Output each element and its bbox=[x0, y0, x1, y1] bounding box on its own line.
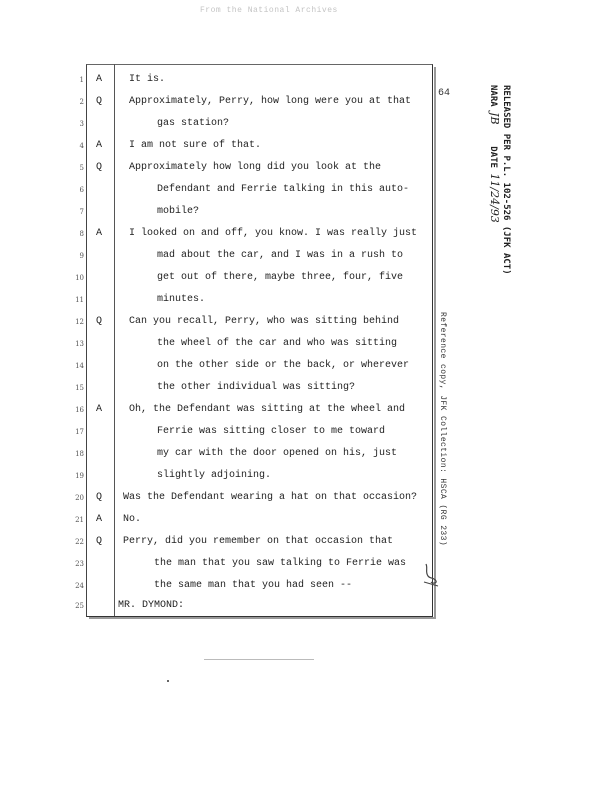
line-number: 16 bbox=[75, 406, 84, 414]
speaker: Q bbox=[96, 96, 103, 107]
line-text: Perry, did you remember on that occasion that bbox=[123, 536, 394, 547]
speaker: A bbox=[96, 74, 103, 85]
line-text: I looked on and off, you know. I was really just bbox=[129, 228, 418, 239]
line-text: the same man that you had seen -- bbox=[154, 580, 353, 591]
line-number: 1 bbox=[79, 76, 84, 84]
page-number: 64 bbox=[438, 88, 451, 99]
handwritten-mark-icon bbox=[422, 562, 442, 588]
line-number: 21 bbox=[75, 516, 84, 524]
line-number: 25 bbox=[75, 602, 84, 610]
bottom-mark bbox=[167, 680, 169, 682]
line-number: 13 bbox=[75, 340, 84, 348]
line-text: the wheel of the car and who was sitting bbox=[157, 338, 398, 349]
speaker: Q bbox=[96, 536, 103, 547]
line-number: 4 bbox=[79, 142, 84, 150]
line-text: mobile? bbox=[157, 206, 200, 217]
line-number: 15 bbox=[75, 384, 84, 392]
line-text: the other individual was sitting? bbox=[157, 382, 356, 393]
line-number: 11 bbox=[75, 296, 84, 304]
line-text: I am not sure of that. bbox=[129, 140, 262, 151]
release-stamp-line2 bbox=[487, 85, 500, 275]
date-label: DATE bbox=[488, 146, 498, 168]
speaker: Q bbox=[96, 316, 103, 327]
line-number: 17 bbox=[75, 428, 84, 436]
line-number: 14 bbox=[75, 362, 84, 370]
reference-copy-note: Reference copy, JFK Collection: HSCA (RG 233) bbox=[438, 312, 447, 547]
date-value: 11/24/93 bbox=[488, 173, 501, 223]
line-text: slightly adjoining. bbox=[157, 470, 272, 481]
line-text: minutes. bbox=[157, 294, 206, 305]
line-text: my car with the door opened on his, just bbox=[157, 448, 398, 459]
nara-label: NARA bbox=[488, 85, 498, 107]
line-number: 3 bbox=[79, 120, 84, 128]
frame-shadow-bottom bbox=[89, 617, 436, 619]
line-text: MR. DYMOND: bbox=[118, 600, 185, 611]
line-number: 23 bbox=[75, 560, 84, 568]
line-text: It is. bbox=[129, 74, 166, 85]
line-number: 19 bbox=[75, 472, 84, 480]
release-stamp bbox=[487, 85, 512, 275]
speaker: A bbox=[96, 404, 103, 415]
frame-shadow-right bbox=[434, 67, 436, 618]
speaker: A bbox=[96, 228, 103, 239]
line-text: on the other side or the back, or wherever bbox=[157, 360, 410, 371]
line-text: Can you recall, Perry, who was sitting behind bbox=[129, 316, 400, 327]
bottom-rule bbox=[204, 659, 314, 660]
speaker: A bbox=[96, 514, 103, 525]
line-text: Defendant and Ferrie talking in this auto- bbox=[157, 184, 410, 195]
line-number: 12 bbox=[75, 318, 84, 326]
line-text: No. bbox=[123, 514, 142, 525]
line-number: 18 bbox=[75, 450, 84, 458]
line-text: Was the Defendant wearing a hat on that occasion? bbox=[123, 492, 418, 503]
speaker: A bbox=[96, 140, 103, 151]
line-number: 24 bbox=[75, 582, 84, 590]
archive-header: From the National Archives bbox=[200, 6, 338, 15]
line-number: 9 bbox=[79, 252, 84, 260]
line-text: gas station? bbox=[157, 118, 230, 129]
release-stamp-line1: RELEASED PER P.L. 102-526 (JFK ACT) bbox=[501, 85, 511, 275]
line-text: mad about the car, and I was in a rush to bbox=[157, 250, 404, 261]
speaker: Q bbox=[96, 162, 103, 173]
line-number: 8 bbox=[79, 230, 84, 238]
nara-initials: JB bbox=[488, 112, 501, 125]
line-number: 10 bbox=[75, 274, 84, 282]
line-number: 5 bbox=[79, 164, 84, 172]
line-text: Approximately, Perry, how long were you at that bbox=[129, 96, 412, 107]
speaker: Q bbox=[96, 492, 103, 503]
line-number: 7 bbox=[79, 208, 84, 216]
line-number: 6 bbox=[79, 186, 84, 194]
line-text: Approximately how long did you look at the bbox=[129, 162, 382, 173]
line-text: Oh, the Defendant was sitting at the wheel and bbox=[129, 404, 406, 415]
line-number: 2 bbox=[79, 98, 84, 106]
line-text: get out of there, maybe three, four, five bbox=[157, 272, 404, 283]
left-margin-rule bbox=[114, 64, 115, 616]
line-number: 22 bbox=[75, 538, 84, 546]
line-text: the man that you saw talking to Ferrie was bbox=[154, 558, 407, 569]
line-text: Ferrie was sitting closer to me toward bbox=[157, 426, 386, 437]
line-number: 20 bbox=[75, 494, 84, 502]
